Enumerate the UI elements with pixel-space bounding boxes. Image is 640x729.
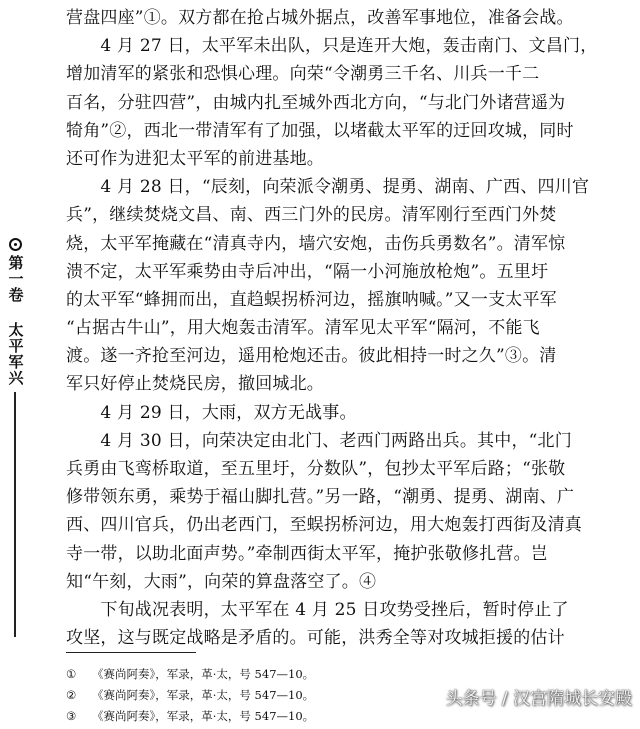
text-line: 溃不定，太平军乘势由寺后冲出，“隔一小河施放枪炮”。五里圩: [66, 261, 549, 282]
running-head-text: 第一卷 太平军兴: [6, 255, 25, 386]
footnote-text: 《赛尚阿奏》，军录，革·太，号 547—10。: [92, 667, 315, 681]
body-text: [66, 0, 638, 652]
text-line: 4 月 28 日，“辰刻，向荣派令潮勇、提勇、湖南、广西、四川官: [66, 177, 590, 198]
footnote-text: 《赛尚阿奏》，军录，革·太，号 547—10。: [92, 688, 315, 702]
bullet-circle-icon: [9, 238, 22, 251]
text-line: 寺一带，以助北面声势。”牵制西街太平军，掩护张敬修扎营。岂: [66, 543, 548, 564]
footnote-number: ③: [66, 709, 77, 723]
footnote-item: [66, 685, 466, 706]
text-line: 下旬战况表明，太平军在 4 月 25 日攻势受挫后，暂时停止了: [66, 599, 569, 620]
text-line: 营盘四座”①。双方都在抢占城外据点，改善军事地位，准备会战。: [66, 8, 574, 28]
text-line: 4 月 30 日，向荣决定由北门、老西门两路出兵。其中，“北门: [66, 430, 572, 451]
running-head: [2, 238, 28, 637]
watermark: 头条号 / 汉宫隋城长安殿: [445, 689, 632, 709]
text-line: 百名，分驻四营”，由城内扎至城外西北方向，“与北门外诸营遥为: [66, 92, 566, 113]
text-line: 西、四川官兵，仍出老西门，至蜈拐桥河边，用大炮轰打西街及清真: [66, 515, 582, 536]
running-head-rule: [14, 392, 16, 637]
text-line: 知“午刻，大雨”，向荣的算盘落空了。④: [66, 571, 377, 592]
footnote-text: 《赛尚阿奏》，军录，革·太，号 547—10。: [92, 709, 315, 723]
footnote-item: [66, 706, 466, 727]
text-line: 还可作为进犯太平军的前进基地。: [66, 148, 324, 169]
footnote-item: [66, 664, 466, 685]
footnote-number: ②: [66, 688, 77, 702]
footnote-divider: [66, 652, 196, 653]
text-line: 修带领东勇，乘势于福山脚扎营。”另一路，“潮勇、提勇、湖南、广: [66, 487, 575, 508]
text-line: 军只好停止焚烧民房，撤回城北。: [66, 374, 324, 395]
text-line: 兵”，继续焚烧文昌、南、西三门外的民房。清军刚行至西门外焚: [66, 205, 557, 226]
text-line: 4 月 27 日，太平军未出队，只是连开大炮，轰击南门、文昌门，: [66, 36, 598, 57]
text-line: 渡。遂一齐抢至河边，遥用枪炮还击。彼此相持一时之久”③。清: [66, 346, 557, 367]
text-line: 增加清军的紧张和恐惧心理。向荣“令潮勇三千名、川兵一千二: [66, 64, 540, 85]
text-line: 4 月 29 日，大雨，双方无战事。: [66, 402, 357, 423]
text-line: “占据古牛山”，用大炮轰击清军。清军见太平军“隔河，不能飞: [66, 318, 540, 339]
footnotes: [66, 664, 466, 727]
text-line: 的太平军“蜂拥而出，直趋蜈拐桥河边，摇旗呐喊。”又一支太平军: [66, 289, 557, 310]
text-line: 兵勇由飞鸾桥取道，至五里圩，分数队”，包抄太平军后路；“张敬: [66, 459, 566, 479]
footnote-number: ①: [66, 667, 77, 681]
text-line: 烧，太平军掩藏在“清真寺内，墙穴安炮，击伤兵勇数名”。清军惊: [66, 233, 566, 254]
text-line: 犄角”②，西北一带清军有了加强，以堵截太平军的迂回攻城，同时: [66, 120, 574, 141]
text-line: 攻坚，这与既定战略是矛盾的。可能，洪秀全等对攻城拒援的估计: [66, 628, 565, 649]
